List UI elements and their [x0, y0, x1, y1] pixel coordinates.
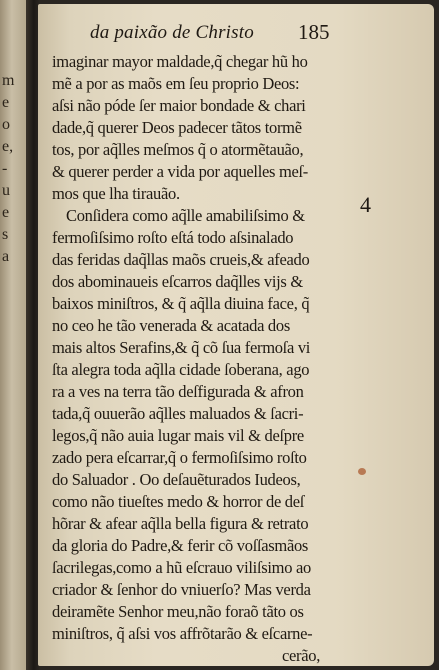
text-line: no ceo he tão venerada & acatada dos	[52, 316, 290, 335]
text-line: mos que lha tirauão.	[52, 184, 180, 203]
text-line: ſta alegra toda aq̃lla cidade ſoberana, ago	[52, 360, 310, 379]
text-line: mais altos Serafins,& q̃ cõ ſua fermoſa vi	[52, 338, 311, 357]
prev-margin-letter: u	[2, 182, 10, 199]
text-line: ra a ves na terra tão deſfigurada & afron	[52, 382, 304, 401]
text-line: dos abominaueis eſcarros daq̃lles vijs &	[52, 272, 303, 291]
prev-margin-letter: e	[2, 204, 10, 221]
page-number: 185	[298, 20, 330, 44]
text-line: como não tiueſtes medo & horror de deſ	[52, 492, 305, 511]
text-line: dade,q̃ querer Deos padecer tãtos tormẽ	[52, 118, 302, 137]
margin-note: 4	[360, 192, 371, 217]
prev-margin-letter: m	[2, 72, 15, 89]
prev-margin-letter: o	[2, 116, 10, 133]
text-line: legos,q̃ não auia lugar mais vil & deſpre	[52, 426, 304, 445]
text-line: das feridas daq̃llas maõs crueis,& afeado	[52, 250, 310, 269]
previous-page-margin-letters	[0, 70, 24, 268]
text-line: imaginar mayor maldade,q̃ chegar hũ ho	[52, 52, 308, 71]
text-line: tada,q̃ ouuerão aq̃lles maluados & ſacri-	[52, 404, 304, 423]
prev-margin-letter: a	[2, 248, 10, 265]
text-line-catchword: cerão,	[282, 646, 321, 665]
ink-stain	[358, 468, 366, 475]
prev-margin-letter: e	[2, 94, 10, 111]
running-head: da paixão de Christo	[90, 22, 254, 43]
text-line: fermoſiſsimo roſto eſtá todo aſsinalado	[52, 228, 294, 247]
text-line: aſsi não póde ſer maior bondade & chari	[52, 96, 306, 115]
text-line: tos, por aq̃lles meſmos q̃ o atormẽtauão,	[52, 140, 304, 159]
text-line: hõrar & afear aq̃lla bella figura & retrato	[52, 514, 309, 533]
prev-margin-letter: -	[2, 160, 8, 177]
text-line: deiramẽte Senhor meu,não foraõ tãto os	[52, 602, 304, 621]
text-line: mẽ a por as maõs em ſeu proprio Deos:	[52, 74, 300, 93]
text-line: do Saluador . Oo deſauẽturados Iudeos,	[52, 470, 301, 489]
text-line: zado pera eſcarrar,q̃ o fermoſiſsimo roſto	[52, 448, 307, 467]
previous-page-edge	[0, 0, 26, 670]
text-line: criador & ſenhor do vniuerſo? Mas verda	[52, 580, 311, 599]
text-line: & querer perder a vida por aquelles meſ-	[52, 162, 309, 181]
text-line: baixos miniſtros, & q̃ aq̃lla diuina face, q̃	[52, 294, 310, 313]
text-line: ſacrilegas,como a hũ eſcrauo viliſsimo ao	[52, 558, 311, 577]
text-line: da gloria do Padre,& ferir cõ voſſasmãos	[52, 536, 309, 555]
text-line: miniſtros, q̃ aſsi vos affrõtarão & eſcarne-	[52, 624, 313, 643]
prev-margin-letter: s	[2, 226, 9, 243]
text-line-indented: Conſidera como aq̃lle amabiliſsimo &	[66, 206, 305, 225]
prev-margin-letter: e,	[2, 138, 14, 155]
